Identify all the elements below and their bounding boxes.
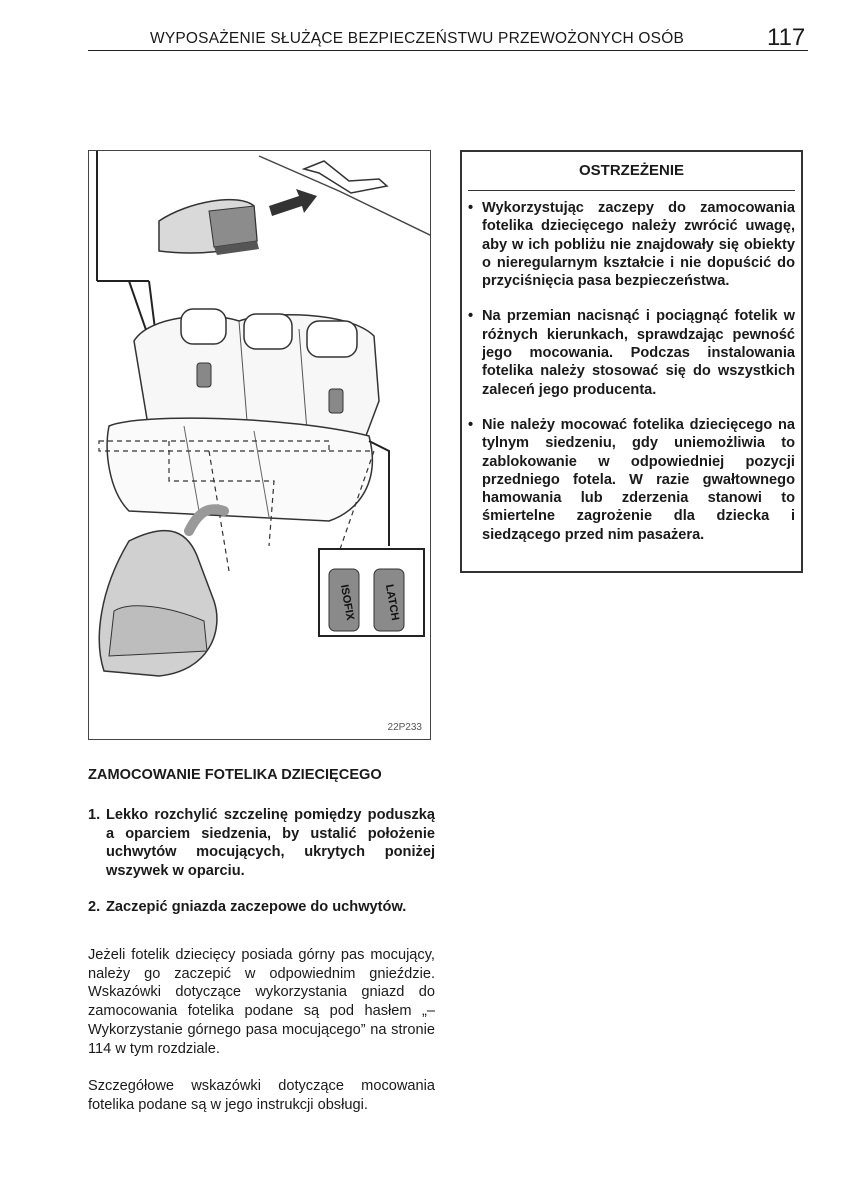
headrest-left (181, 309, 226, 344)
headrest-middle (244, 314, 292, 349)
step-text: Lekko rozchylić szczelinę pomiędzy poduszką a oparciem siedzenia, by ustalić położenie uchwytów mocujących, ukrytych poniżej wszywek w oparciu. (106, 807, 435, 879)
warning-item (468, 307, 795, 398)
illustration-figure (88, 150, 431, 740)
step-item (88, 898, 435, 917)
bullet-icon: • (468, 416, 474, 433)
belt-buckle-right (329, 389, 343, 413)
warning-box (460, 150, 803, 573)
section-heading: ZAMOCOWANIE FOTELIKA DZIECIĘCEGO (88, 767, 382, 783)
header-rule (88, 50, 808, 51)
insert-arrow (269, 189, 317, 216)
steps-list (88, 806, 435, 935)
warning-item (468, 199, 795, 290)
belt-buckle-left (197, 363, 211, 387)
warning-item-text: Wykorzystując zaczepy do zamocowania fotelika dziecięcego należy zwrócić uwagę, aby w ich pobliżu nie znajdowały się obiekty o nieregularnym kształcie i nie dopuścić do przyciśnięcia pasa bezpieczeństwa. (482, 200, 795, 290)
step-number: 2. (88, 899, 101, 916)
step-item (88, 806, 435, 880)
anchor-slot-detail (304, 161, 387, 193)
warning-title: OSTRZEŻENIE (578, 162, 684, 179)
headrest-right (307, 321, 357, 357)
body-paragraph: Szczegółowe wskazówki dotyczące mocowania fotelika podane są w jego instrukcji obsługi. (88, 1078, 435, 1113)
step-text: Zaczepić gniazda zaczepowe do uchwytów. (106, 899, 407, 916)
rear-seat-cushion (107, 418, 372, 521)
warning-item-text: Nie należy mocować fotelika dziecięcego na tylnym siedzeniu, gdy uniemożliwia to zablokowanie w odpowiedniej pozycji przedniego fotela. W razie gwałtownego hamowania lub zderzenia stanowi to śmiertelne zagrożenie dla dziecka i siedzącego przed nim pasażera. (482, 416, 795, 543)
bullet-icon: • (468, 308, 474, 325)
warning-item-text: Na przemian nacisnąć i pociągnąć fotelik w różnych kierunkach, sprawdzając pewność jego mocowania. Podczas instalowania fotelika należy stosować się do wszystkich zaleceń jego producenta. (482, 308, 795, 398)
seat-illustration (89, 151, 431, 740)
step-number: 1. (88, 807, 101, 823)
body-paragraph: Jeżeli fotelik dziecięcy posiada górny pas mocujący, należy go zaczepić w odpowiednim gnieździe. Wskazówki dotyczące wykorzystania gniazd do zamocowania fotelika podane są pod hasłem „–Wykorzystanie górnego pasa mocującego” na stronie 114 w tym rozdziale. (88, 947, 435, 1057)
running-header: WYPOSAŻENIE SŁUŻĄCE BEZPIECZEŃSTWU PRZEWOŻONYCH OSÓB (150, 30, 685, 47)
isofix-label: ISOFIX (337, 583, 356, 622)
warning-item (468, 416, 795, 544)
warning-list (462, 191, 801, 544)
page-number: 117 (767, 24, 806, 51)
latch-label: LATCH (382, 583, 402, 622)
bullet-icon: • (468, 200, 474, 216)
figure-code: 22P233 (387, 722, 422, 733)
